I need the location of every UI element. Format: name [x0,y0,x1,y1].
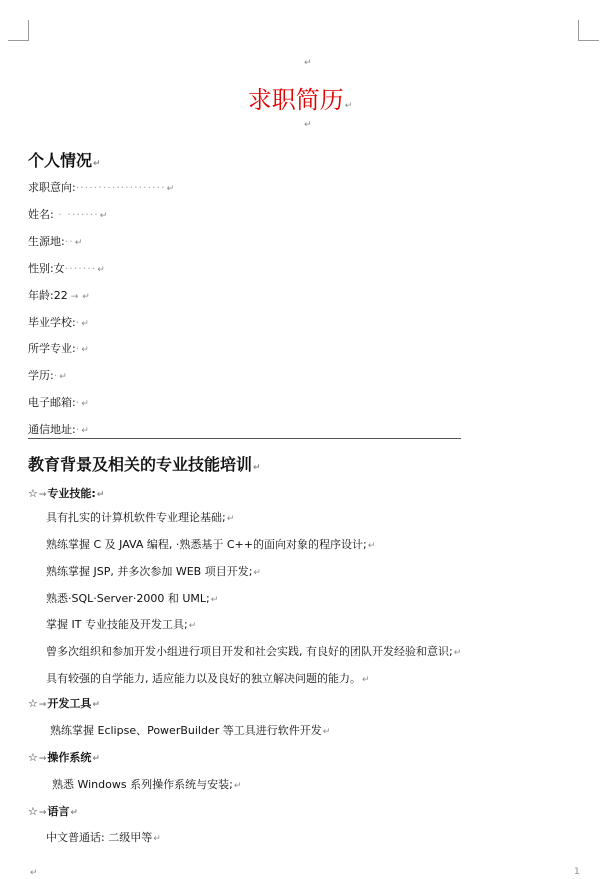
paragraph-mark: ↵ [81,426,89,436]
personal-field [28,423,89,438]
paragraph-mark: ↵ [362,675,370,685]
section-divider [28,438,461,439]
field-label: 所学专业: [28,342,76,355]
skill-item-text: 熟练掌握 Eclipse、PowerBuilder 等工具进行软件开发 [50,724,322,737]
tab-arrow: → [38,490,47,500]
field-value: 22 [53,289,68,302]
paragraph-mark: ↵ [304,58,312,68]
skill-item-text: 熟练掌握 C 及 JAVA 编程, ·熟悉基于 C++的面向对象的程序设计; [46,538,367,551]
skill-item [46,618,196,633]
paragraph-mark: ↵ [92,754,100,764]
field-label: 通信地址: [28,423,76,436]
personal-field [28,316,89,331]
skill-item-text: 熟悉 Windows 系列操作系统与安装; [52,778,233,791]
personal-field [28,262,105,277]
skill-group-heading [28,805,78,820]
paragraph-mark: ↵ [253,463,261,473]
skill-group-title: 开发工具 [47,697,92,710]
space-dots: · [53,369,59,382]
personal-heading [28,148,101,171]
skill-item [52,778,241,793]
paragraph-mark: ↵ [253,568,261,578]
personal-field [28,289,90,304]
field-label: 电子邮箱: [28,396,76,409]
skill-group-heading [28,751,100,766]
crop-mark-top-left [8,20,29,41]
personal-field [28,369,67,384]
tab-arrow: → [38,754,47,764]
paragraph-mark: ↵ [153,834,161,844]
paragraph-mark: ↵ [304,120,312,130]
skill-item [46,645,461,660]
skill-item-text: 具有较强的自学能力, 适应能力以及良好的独立解决问题的能力。 [46,672,361,685]
skill-item [46,672,370,687]
space-dots: ···················· [75,181,166,194]
crop-mark-top-right [578,20,599,41]
paragraph-mark: ↵ [166,184,175,194]
paragraph-mark: ↵ [30,868,38,878]
space-dots: · [75,423,81,436]
paragraph-mark: ↵ [188,621,197,631]
education-heading [28,452,261,475]
skill-group-title: 专业技能: [47,487,96,500]
skill-group-heading [28,487,104,502]
page-title [0,80,600,115]
title-text: 求职简历 [247,86,344,114]
skill-item-text: 熟练掌握 JSP, 并多次参加 WEB 项目开发; [46,565,253,578]
skill-group-title: 语言 [47,805,70,818]
skill-item [46,511,234,526]
space-dots: · [75,396,81,409]
space-dots: · [75,316,81,329]
star-icon: ☆ [28,487,38,500]
page-number: 1 [574,867,580,877]
personal-field [28,342,89,357]
paragraph-mark: ↵ [82,292,90,302]
tab-arrow: → [38,808,47,818]
paragraph-mark: ↵ [70,808,78,818]
skill-item-text: 掌握 IT 专业技能及开发工具; [46,618,188,631]
paragraph-mark: ↵ [81,345,89,355]
paragraph-mark: ↵ [92,700,100,710]
space-dots: · [75,342,81,355]
skill-item [50,724,330,739]
skill-group-title: 操作系统 [47,751,92,764]
paragraph-mark: ↵ [81,319,89,329]
field-label: 毕业学校: [28,316,76,329]
paragraph-mark: ↵ [453,648,462,658]
skill-item [46,565,261,580]
paragraph-mark: ↵ [210,595,219,605]
paragraph-mark: ↵ [59,372,67,382]
paragraph-mark: ↵ [97,265,105,275]
star-icon: ☆ [28,697,38,710]
field-label: 年龄: [28,289,54,302]
field-label: 生源地: [28,235,65,248]
personal-field [28,181,174,196]
personal-field [28,208,107,223]
paragraph-mark: ↵ [367,541,376,551]
personal-field [28,396,89,411]
education-heading-text: 教育背景及相关的专业技能培训 [28,455,253,474]
skill-item [46,592,218,607]
field-value: 女 [53,262,65,275]
paragraph-mark: ↵ [322,727,331,737]
skill-item [46,831,161,846]
paragraph-mark: ↵ [96,490,105,500]
paragraph-mark: ↵ [74,238,83,248]
paragraph-mark: ↵ [226,514,235,524]
tab-arrow: → [70,292,79,302]
field-label: 性别: [28,262,54,275]
tab-arrow: → [38,700,47,710]
skill-group-heading [28,697,100,712]
field-label: 学历: [28,369,54,382]
skill-item-text: 中文普通话: 二级甲等 [46,831,153,844]
skill-item [46,538,375,553]
star-icon: ☆ [28,805,38,818]
paragraph-mark: ↵ [93,159,101,169]
field-label: 求职意向: [28,181,76,194]
space-dots: ·· [64,235,74,248]
space-dots: ······· [64,262,97,275]
skill-item-text: 具有扎实的计算机软件专业理论基础; [46,511,226,524]
field-label: 姓名: [28,208,54,221]
paragraph-mark: ↵ [344,101,353,111]
personal-heading-text: 个人情况 [28,151,93,170]
paragraph-mark: ↵ [99,211,108,221]
skill-item-text: 熟悉·SQL·Server·2000 和 UML; [46,592,210,605]
paragraph-mark: ↵ [233,781,242,791]
star-icon: ☆ [28,751,38,764]
personal-field [28,235,82,250]
skill-item-text: 曾多次组织和参加开发小组进行项目开发和社会实践, 有良好的团队开发经验和意识; [46,645,453,658]
paragraph-mark: ↵ [81,399,89,409]
space-dots: · ······· [53,208,99,221]
